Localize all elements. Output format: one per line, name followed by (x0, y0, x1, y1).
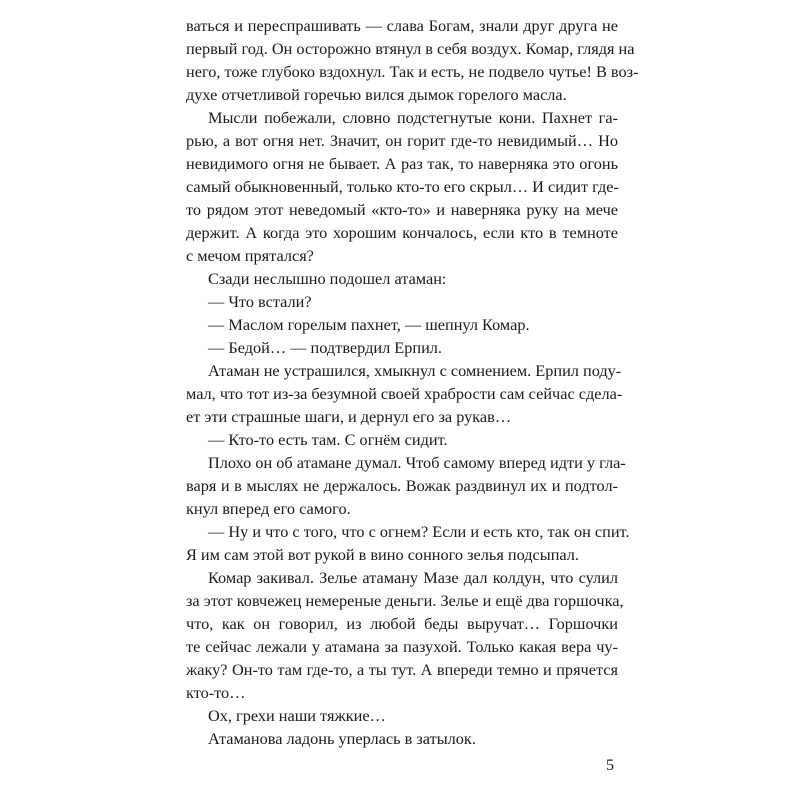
text-line: первый год. Он осторожно втянул в себя воздух. Комар, глядя на (186, 39, 635, 58)
text-line: Комар закивал. Зелье атаману Мазе дал колдун, что сулил (208, 568, 618, 587)
text-line: невидимого огня не бывает. А раз так, то наверняка это огонь (186, 154, 618, 173)
text-line: мал, что тот из-за безумной своей храбрости сам сейчас сдела- (186, 384, 623, 403)
text-line: ет эти страшные шаги, и дернул его за рукав… (186, 407, 512, 426)
text-line: самый обыкновенный, только кто-то его скрыл… И сидит где- (186, 177, 619, 196)
text-line: Атаман не устрашился, хмыкнул с сомнением. Ерпил поду- (208, 361, 622, 380)
text-line: кто-то… (186, 683, 246, 702)
text-line: держит. А когда это хорошим кончалось, если кто в темноте (186, 223, 618, 242)
text-line: Ох, грехи наши тяжкие… (208, 706, 386, 725)
page-number: 5 (606, 757, 614, 774)
text-line: с мечом прятался? (186, 246, 314, 265)
body-text (186, 14, 639, 750)
text-line: то рядом этот неведомый «кто-то» и наверняка руку на мече (186, 200, 618, 219)
text-line: кнул вперед его самого. (186, 499, 351, 518)
text-line: рью, а вот огня нет. Значит, он горит где-то невидимый… Но (186, 131, 618, 150)
text-line: — Что встали? (208, 292, 312, 311)
text-line: за этот ковчежец немереные деньги. Зелье и ещё два горшочка, (186, 591, 624, 610)
text-line: что, как он говорил, из любой беды выручат… Горшочки (186, 614, 618, 633)
text-line: жаку? Он-то там где-то, а ты тут. А впереди темно и прячется (186, 660, 618, 679)
text-line: — Кто-то есть там. С огнём сидит. (208, 430, 448, 449)
text-line: — Маслом горелым пахнет, — шепнул Комар. (208, 315, 530, 334)
text-line: Я им сам этой вот рукой в вино сонного зелья подсыпал. (186, 545, 579, 564)
text-line: него, тоже глубоко вздохнул. Так и есть, не подвело чутье! В воз- (186, 62, 639, 81)
text-line: — Ну и что с того, что с огнем? Если и есть кто, так он спит. (208, 522, 630, 541)
text-line: Плохо он об атамане думал. Чтоб самому вперед идти у гла- (208, 453, 626, 472)
text-line: Атаманова ладонь уперлась в затылок. (208, 729, 476, 748)
text-line: ваться и переспрашивать — слава Богам, знали друг друга не (186, 16, 618, 35)
text-line: Мысли побежали, словно подстегнутые кони. Пахнет га- (208, 108, 618, 127)
text-line: Сзади неслышно подошел атаман: (208, 269, 447, 288)
text-line: — Бедой… — подтвердил Ерпил. (208, 338, 442, 357)
text-line: те сейчас лежали у атамана за пазухой. Только какая вера чу- (186, 637, 618, 656)
text-line: варя и в мыслях не держалось. Вожак раздвинул их и подтол- (186, 476, 618, 495)
text-line: духе отчетливой горечью вился дымок горелого масла. (186, 85, 567, 104)
